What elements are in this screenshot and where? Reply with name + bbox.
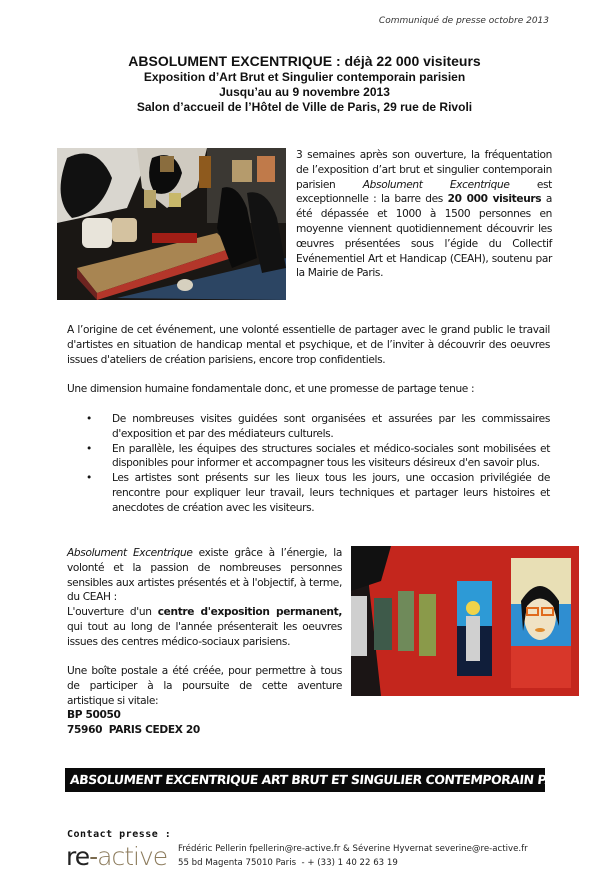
- postal-city: 75960 PARIS CEDEX 20: [67, 724, 200, 737]
- contact-names-emails: Frédéric Pellerin fpellerin@re-active.fr & Séverine Hyvernat severine@re-active.fr: [178, 844, 528, 854]
- contact-details: [178, 842, 528, 870]
- dates-line: Jusqu’au au 9 novembre 2013: [219, 85, 390, 99]
- re-active-logo: re-active: [66, 842, 168, 871]
- press-release-date: Communiqué de presse octobre 2013: [378, 16, 549, 26]
- origin-paragraph: A l’origine de cet événement, une volonté essentielle de partager avec le grand public le travail d'artistes en situation de handicap mental et psychique, et de l’inviter à découvrir des oeuvres issues d'ateliers de création parisiens, encore trop confidentiels.: [67, 324, 550, 366]
- exhibition-installation-photo: [57, 148, 286, 300]
- intro-paragraph: 3 semaines après son ouverture, la fréquentation de l’exposition d’art brut et singulier contemporain parisien Absolument Excentrique est exceptionnelle : la barre des 20 000 visiteurs a été dépassée et 1000 à 1500 personnes en moyenne viennent quotidiennement découvrir les œuvres présentées sous l’égide du Collectif Evénementiel Art et Handicap (CEAH), soutenu par la Mairie de Paris.: [296, 149, 552, 280]
- postal-paragraph: Une boîte postale a été créée, pour permettre à tous de participer à la poursuite de cette aventure artistique si vitale: BP 50050 75960 PARIS CEDEX 20: [67, 665, 342, 737]
- exhibition-name: Absolument Excentrique: [362, 178, 510, 191]
- contact-address-phone: 55 bd Magenta 75010 Paris - + (33) 1 40 22 63 19: [178, 858, 398, 868]
- visitor-count: 20 000 visiteurs: [447, 193, 542, 206]
- dimension-paragraph: Une dimension humaine fondamentale donc, et une promesse de partage tenue :: [67, 383, 475, 395]
- title-block: [0, 52, 609, 115]
- banner-text: ABSOLUMENT EXCENTRIQUE ART BRUT ET SINGULIER CONTEMPORAIN PARISIEN: [69, 772, 599, 787]
- bullet-item: • De nombreuses visites guidées sont organisées et assurées par les commissaires d'exposition et par des médiateurs culturels.: [86, 412, 550, 442]
- exhibition-name: Absolument Excentrique: [67, 547, 193, 559]
- permanent-center: centre d'exposition permanent,: [157, 606, 342, 619]
- exhibition-banner: [65, 768, 599, 792]
- po-box: BP 50050: [67, 709, 121, 722]
- subtitle: Exposition d’Art Brut et Singulier contemporain parisien: [143, 70, 466, 84]
- bullet-list: [86, 412, 550, 516]
- venue-line: Salon d’accueil de l’Hôtel de Ville de Paris, 29 rue de Rivoli: [136, 100, 473, 114]
- contact-label: Contact presse :: [67, 829, 172, 840]
- bullet-item: • En parallèle, les équipes des structures sociales et médico-sociales sont mobilisées et disponibles pour informer et accompagner tous les visiteurs désireux d'en savoir plus.: [86, 442, 550, 472]
- paintings-photo-art: [351, 546, 579, 696]
- paintings-on-red-wall-photo: [351, 546, 579, 696]
- main-title: ABSOLUMENT EXCENTRIQUE : déjà 22 000 visiteurs: [128, 53, 481, 69]
- bullet-item: • Les artistes sont présents sur les lieux tous les jours, une occasion privilégiée de rencontre pour expliquer leur travail, leurs techniques et partager leurs histoires et anecdotes de création avec les visiteurs.: [86, 471, 550, 515]
- installation-photo-art: [57, 148, 286, 300]
- support-paragraph: Absolument Excentrique existe grâce à l’énergie, la volonté et la passion de nombreuses personnes sensibles aux artistes présentés et à l'objectif, à terme, du CEAH : L'ouverture d'un centre d'exposition permanent, qui tout au long de l'année présenterait les oeuvres issues des centres médico-sociaux parisiens.: [67, 547, 343, 648]
